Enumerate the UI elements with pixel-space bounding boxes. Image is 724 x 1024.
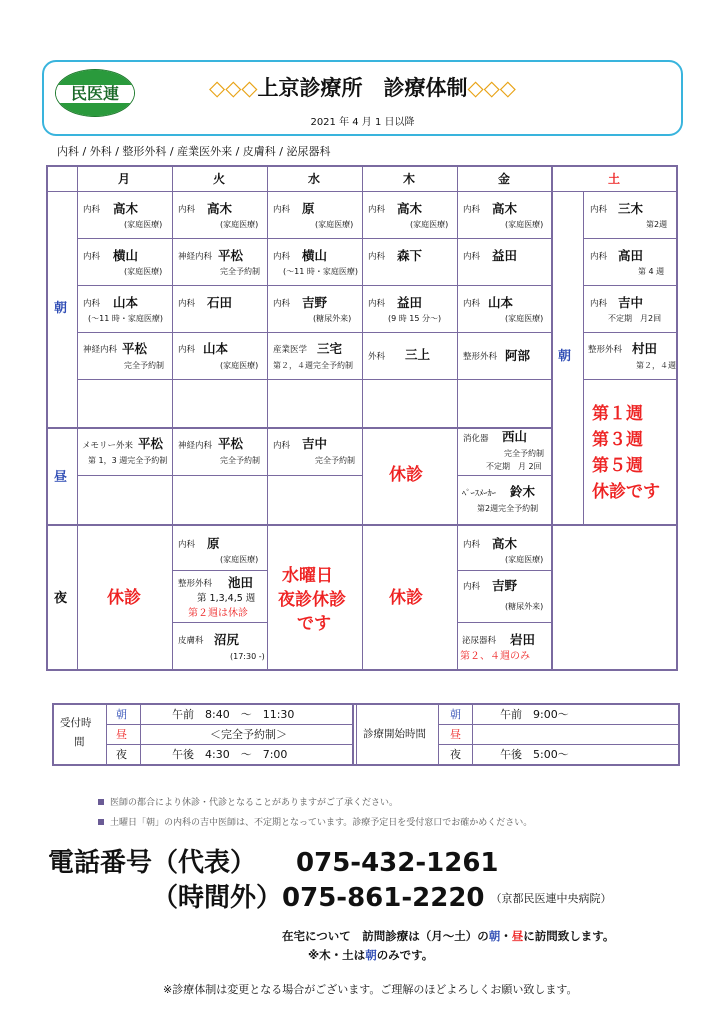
sat-am1-doctor: 三木 bbox=[618, 201, 644, 216]
thu-am1-note: (家庭医療) bbox=[410, 220, 449, 229]
fri-night2-dept: 内科 bbox=[463, 582, 481, 592]
fri-am3-doctor: 山本 bbox=[488, 295, 514, 310]
tue-night2-dept: 整形外科 bbox=[178, 579, 213, 589]
fri-noon1-note1: 完全予約制 bbox=[504, 449, 544, 458]
period-label-night: 夜 bbox=[54, 591, 68, 606]
phone-main-number: 075-432-1261 bbox=[296, 848, 499, 878]
tue-night1-dept: 内科 bbox=[178, 540, 196, 550]
fri-noon1-doctor: 西山 bbox=[502, 429, 528, 444]
thu-am3-note: (9 時 15 分～) bbox=[388, 314, 442, 323]
sat-am1-note: 第2週 bbox=[646, 220, 668, 229]
fri-am2-doctor: 益田 bbox=[492, 248, 518, 263]
sat-am4-doctor: 村田 bbox=[632, 341, 658, 356]
day-header-fri: 金 bbox=[498, 172, 511, 186]
tue-noon-doctor: 平松 bbox=[218, 436, 244, 451]
sat-am2-dept: 内科 bbox=[590, 252, 608, 262]
wed-am1-dept: 内科 bbox=[273, 205, 291, 215]
wed-am2-doctor: 横山 bbox=[302, 248, 328, 263]
page-title bbox=[44, 72, 681, 102]
tue-am3-doctor: 石田 bbox=[207, 295, 233, 310]
reception-hours-noon: ＜完全予約制＞ bbox=[210, 728, 287, 741]
tue-am2-dept: 神経内科 bbox=[178, 252, 213, 262]
wed-night-closed-line2: 夜診休診 bbox=[278, 590, 346, 610]
phone-after-number: 075-861-2220 bbox=[282, 883, 485, 913]
logo-text: 民医連 bbox=[56, 85, 134, 103]
mon-am1-doctor: 高木 bbox=[113, 201, 139, 216]
day-header-tue: 火 bbox=[213, 172, 226, 186]
tue-am2-doctor: 平松 bbox=[218, 248, 244, 263]
start-hours-morning: 午前 9:00～ bbox=[500, 708, 569, 721]
effective-date: 2021 年 4 月 1 日以降 bbox=[310, 117, 415, 128]
mon-night-closed: 休診 bbox=[107, 588, 141, 608]
tue-night3-note: (17:30 -) bbox=[230, 652, 265, 661]
start-time-label: 診療開始時間 bbox=[363, 728, 426, 740]
fri-noon2-dept: ﾍﾟｰｽﾒｰｶｰ bbox=[462, 489, 497, 499]
tue-night2-warning: 第２週は休診 bbox=[188, 608, 248, 619]
day-header-mon: 月 bbox=[118, 172, 131, 186]
fri-night1-note: (家庭医療) bbox=[505, 555, 544, 564]
note-saturday bbox=[98, 819, 532, 828]
tue-night3-dept: 皮膚科 bbox=[178, 636, 204, 646]
sat-am1-dept: 内科 bbox=[590, 205, 608, 215]
tue-am4-note: (家庭医療) bbox=[220, 361, 259, 370]
wed-night-closed-line3: です bbox=[297, 614, 331, 634]
start-period-morning: 朝 bbox=[450, 708, 461, 721]
tue-night1-doctor: 原 bbox=[207, 536, 220, 551]
fri-am1-doctor: 高木 bbox=[492, 201, 518, 216]
sat-am2-doctor: 高田 bbox=[618, 248, 644, 263]
mon-am3-dept: 内科 bbox=[83, 299, 101, 309]
thu-am2-doctor: 森下 bbox=[397, 248, 423, 263]
reception-hours-morning: 午前 8:40 ～ 11:30 bbox=[172, 708, 295, 721]
sat-am3-doctor: 吉中 bbox=[618, 295, 644, 310]
thu-noon-closed: 休診 bbox=[389, 465, 423, 485]
day-header-thu: 木 bbox=[403, 172, 416, 186]
reception-period-night: 夜 bbox=[116, 748, 127, 761]
departments-list: 内科 / 外科 / 整形外科 / 産業医外来 / 皮膚科 / 泌尿器科 bbox=[57, 145, 331, 158]
thu-am3-doctor: 益田 bbox=[397, 295, 423, 310]
period-label-morning: 朝 bbox=[54, 301, 68, 316]
mon-am4-note: 完全予約制 bbox=[124, 361, 164, 370]
tue-noon-dept: 神経内科 bbox=[178, 441, 213, 451]
fri-night3-doctor: 岩田 bbox=[510, 632, 536, 647]
fri-night3-dept: 泌尿器科 bbox=[462, 636, 497, 646]
wed-am2-note: (～11 時・家庭医療) bbox=[283, 267, 358, 276]
header-box bbox=[42, 60, 683, 136]
home-visit-line1: 在宅について 訪問診療は（月～土）の朝・昼に訪問致します。 bbox=[282, 929, 615, 943]
thu-am2-dept: 内科 bbox=[368, 252, 386, 262]
reception-hours-night: 午後 4:30 ～ 7:00 bbox=[172, 748, 288, 761]
sat-am4-note: 第２，４週 bbox=[636, 361, 676, 370]
sat-am3-dept: 内科 bbox=[590, 299, 608, 309]
sat-closed-week1: 第１週 bbox=[592, 404, 643, 424]
sat-closed-week5: 第５週 bbox=[592, 456, 643, 476]
tue-am1-dept: 内科 bbox=[178, 205, 196, 215]
mon-am3-doctor: 山本 bbox=[113, 295, 139, 310]
mon-am2-note: (家庭医療) bbox=[124, 267, 163, 276]
bullet-square-icon bbox=[98, 819, 104, 825]
title-text: 上京診療所 診療体制 bbox=[257, 76, 468, 100]
phone-after-label: （時間外） bbox=[152, 883, 283, 913]
period-label-noon: 昼 bbox=[54, 470, 68, 485]
sat-am4-dept: 整形外科 bbox=[588, 345, 623, 355]
thu-am3-dept: 内科 bbox=[368, 299, 386, 309]
mon-am4-doctor: 平松 bbox=[122, 341, 148, 356]
wed-am2-dept: 内科 bbox=[273, 252, 291, 262]
tue-night3-doctor: 沼尻 bbox=[214, 632, 240, 647]
mon-noon-note: 第 1，3 週完全予約制 bbox=[88, 456, 168, 465]
day-header-sat: 土 bbox=[608, 172, 621, 186]
wed-am3-note: (糖尿外来) bbox=[313, 314, 352, 323]
wed-noon-dept: 内科 bbox=[273, 441, 291, 451]
sat-am2-note: 第 4 週 bbox=[638, 267, 665, 276]
fri-noon2-doctor: 鈴木 bbox=[510, 484, 536, 499]
footer-disclaimer: ※診療体制は変更となる場合がございます。ご理解のほどよろしくお願い致します。 bbox=[163, 983, 578, 996]
fri-night2-doctor: 吉野 bbox=[492, 578, 518, 593]
mon-noon-doctor: 平松 bbox=[138, 436, 164, 451]
start-period-night: 夜 bbox=[450, 748, 461, 761]
fri-noon1-note2: 不定期 月 2回 bbox=[486, 462, 542, 471]
fri-am2-dept: 内科 bbox=[463, 252, 481, 262]
mon-noon-dept: メモリー外来 bbox=[82, 441, 134, 451]
fri-noon2-note: 第2週完全予約制 bbox=[477, 504, 539, 513]
tue-night2-doctor: 池田 bbox=[228, 575, 254, 590]
wed-am1-doctor: 原 bbox=[302, 201, 315, 216]
wed-am4-note: 第２，４週完全予約制 bbox=[273, 361, 353, 370]
wed-am4-doctor: 三宅 bbox=[317, 341, 343, 356]
reception-label-line1: 受付時 bbox=[60, 717, 92, 729]
home-visit-line2: ※木・土は朝のみです。 bbox=[308, 948, 434, 962]
fri-am3-dept: 内科 bbox=[463, 299, 481, 309]
mon-am2-dept: 内科 bbox=[83, 252, 101, 262]
start-hours-night: 午後 5:00～ bbox=[500, 748, 569, 761]
tue-am1-doctor: 高木 bbox=[207, 201, 233, 216]
thu-am1-doctor: 高木 bbox=[397, 201, 423, 216]
fri-noon1-dept: 消化器 bbox=[463, 434, 489, 444]
reception-label-line2: 間 bbox=[74, 736, 85, 748]
fri-am1-dept: 内科 bbox=[463, 205, 481, 215]
fri-am1-note: (家庭医療) bbox=[505, 220, 544, 229]
fri-am4-doctor: 阿部 bbox=[505, 348, 531, 363]
fri-night1-dept: 内科 bbox=[463, 540, 481, 550]
note-text: 土曜日「朝」の内科の吉中医師は、不定期となっています。診療予定日を受付窓口でお確かめください。 bbox=[110, 818, 533, 828]
wed-am3-dept: 内科 bbox=[273, 299, 291, 309]
fri-night1-doctor: 高木 bbox=[492, 536, 518, 551]
thu-am4-doctor: 三上 bbox=[405, 347, 431, 362]
phone-main-label: 電話番号（代表） bbox=[48, 848, 257, 878]
fri-am3-note: (家庭医療) bbox=[505, 314, 544, 323]
mon-am1-dept: 内科 bbox=[83, 205, 101, 215]
reception-period-noon: 昼 bbox=[116, 728, 127, 741]
wed-am1-note: (家庭医療) bbox=[315, 220, 354, 229]
tue-night1-note: (家庭医療) bbox=[220, 555, 259, 564]
tue-noon-note: 完全予約制 bbox=[220, 456, 260, 465]
sat-am3-note: 不定期 月2回 bbox=[608, 314, 662, 323]
bullet-square-icon bbox=[98, 799, 104, 805]
note-substitution bbox=[98, 799, 398, 808]
mon-am1-note: (家庭医療) bbox=[124, 220, 163, 229]
wed-noon-note: 完全予約制 bbox=[315, 456, 355, 465]
title-diamonds-left: ◇◇◇ bbox=[209, 76, 258, 100]
title-diamonds-right: ◇◇◇ bbox=[467, 76, 516, 100]
tue-am4-doctor: 山本 bbox=[203, 341, 229, 356]
thu-am4-dept: 外科 bbox=[368, 352, 386, 362]
phone-main bbox=[48, 850, 499, 876]
period-label-morning-sat: 朝 bbox=[558, 349, 572, 364]
fri-night3-warning: 第２、４週のみ bbox=[460, 651, 530, 662]
phone-after-hours bbox=[152, 885, 612, 911]
thu-am1-dept: 内科 bbox=[368, 205, 386, 215]
thu-night-closed: 休診 bbox=[389, 588, 423, 608]
sat-closed-text: 休診です bbox=[592, 482, 660, 502]
tue-am1-note: (家庭医療) bbox=[220, 220, 259, 229]
wed-am4-dept: 産業医学 bbox=[273, 345, 308, 355]
fri-am4-dept: 整形外科 bbox=[463, 352, 498, 362]
wed-am3-doctor: 吉野 bbox=[302, 295, 328, 310]
phone-after-note: （京都民医連中央病院） bbox=[490, 892, 612, 905]
mon-am2-doctor: 横山 bbox=[113, 248, 139, 263]
mon-am3-note: (～11 時・家庭医療) bbox=[88, 314, 163, 323]
start-period-noon: 昼 bbox=[450, 728, 461, 741]
note-text: 医師の都合により休診・代診となることがありますがご了承ください。 bbox=[110, 798, 399, 808]
mon-am4-dept: 神経内科 bbox=[83, 345, 118, 355]
tue-night2-note: 第 1,3,4,5 週 bbox=[197, 593, 256, 604]
wed-noon-doctor: 吉中 bbox=[302, 436, 328, 451]
tue-am3-dept: 内科 bbox=[178, 299, 196, 309]
fri-night2-note: (糖尿外来) bbox=[505, 602, 544, 611]
tue-am4-dept: 内科 bbox=[178, 345, 196, 355]
day-header-wed: 水 bbox=[308, 172, 321, 186]
wed-night-closed-line1: 水曜日 bbox=[282, 566, 333, 586]
sat-closed-week3: 第３週 bbox=[592, 430, 643, 450]
tue-am2-note: 完全予約制 bbox=[220, 267, 260, 276]
reception-period-morning: 朝 bbox=[116, 708, 127, 721]
